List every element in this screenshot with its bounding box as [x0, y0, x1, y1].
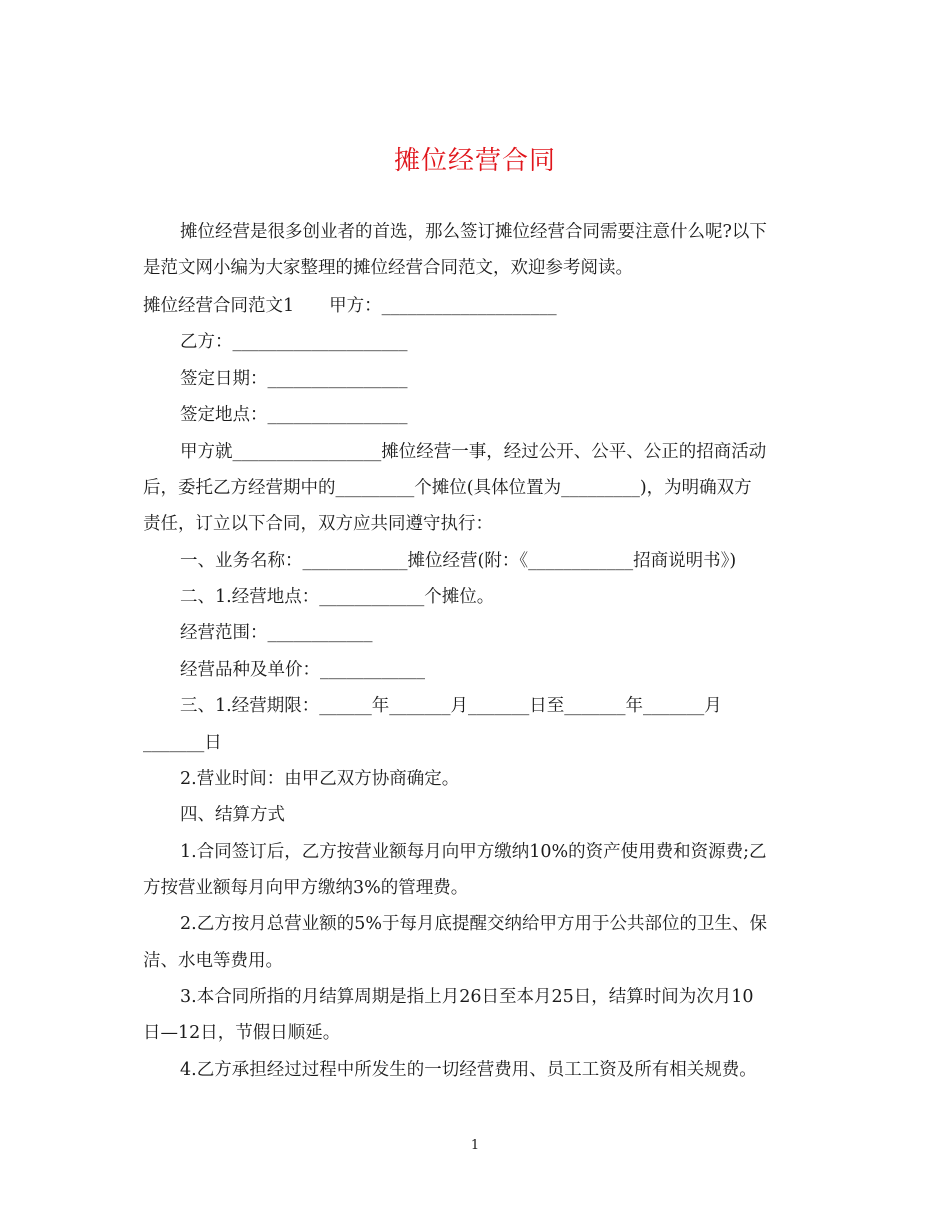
clause-4-item-2-line-1: 2.乙方按月总营业额的5%于每月底提醒交纳给甲方用于公共部位的卫生、保: [180, 914, 767, 934]
party-b-line: 乙方：____________________: [180, 332, 408, 352]
intro-line-2: 是范文网小编为大家整理的摊位经营合同范文，欢迎参考阅读。: [143, 258, 633, 278]
clause-4-item-1-line-2: 方按营业额每月向甲方缴纳3%的管理费。: [143, 878, 469, 898]
clause-3-hours: 2.营业时间：由甲乙双方协商确定。: [180, 769, 460, 789]
clause-1-business-name: 一、业务名称：____________摊位经营(附：《____________招商说明书》): [180, 551, 737, 571]
document-title: 摊位经营合同: [393, 146, 556, 176]
preamble-line-2: 后，委托乙方经营期中的_________个摊位(具体位置为_________)，为明确双方: [143, 478, 752, 498]
clause-3-term-line-2: _______日: [143, 733, 222, 753]
clause-4-item-3-line-1: 3.本合同所指的月结算周期是指上月26日至本月25日，结算时间为次月10: [180, 987, 754, 1007]
sign-date-line: 签定日期：________________: [180, 369, 408, 389]
clause-4-item-2-line-2: 洁、水电等费用。: [143, 951, 283, 971]
preamble-line-3: 责任，订立以下合同，双方应共同遵守执行：: [143, 514, 493, 534]
clause-4-item-4: 4.乙方承担经过过程中所发生的一切经营费用、员工工资及所有相关规费。: [180, 1060, 757, 1080]
clause-2-scope: 经营范围：____________: [180, 623, 373, 643]
clause-4-item-3-line-2: 日—12日，节假日顺延。: [143, 1023, 341, 1043]
clause-4-heading: 四、结算方式: [180, 805, 285, 825]
clause-4-item-1-line-1: 1.合同签订后，乙方按营业额每月向甲方缴纳10%的资产使用费和资源费;乙: [180, 842, 767, 862]
clause-2-location: 二、1.经营地点：____________个摊位。: [180, 587, 495, 607]
intro-line-1: 摊位经营是很多创业者的首选，那么签订摊位经营合同需要注意什么呢?以下: [180, 222, 767, 242]
contract-heading-party-a: 摊位经营合同范文1 甲方：____________________: [143, 296, 557, 316]
clause-3-term-line-1: 三、1.经营期限：______年_______月_______日至_______年_______月: [180, 696, 722, 716]
clause-2-price: 经营品种及单价：____________: [180, 660, 425, 680]
sign-place-line: 签定地点：________________: [180, 405, 408, 425]
preamble-line-1: 甲方就_________________摊位经营一事，经过公开、公平、公正的招商活动: [180, 442, 767, 462]
page-number: 1: [470, 1138, 480, 1153]
